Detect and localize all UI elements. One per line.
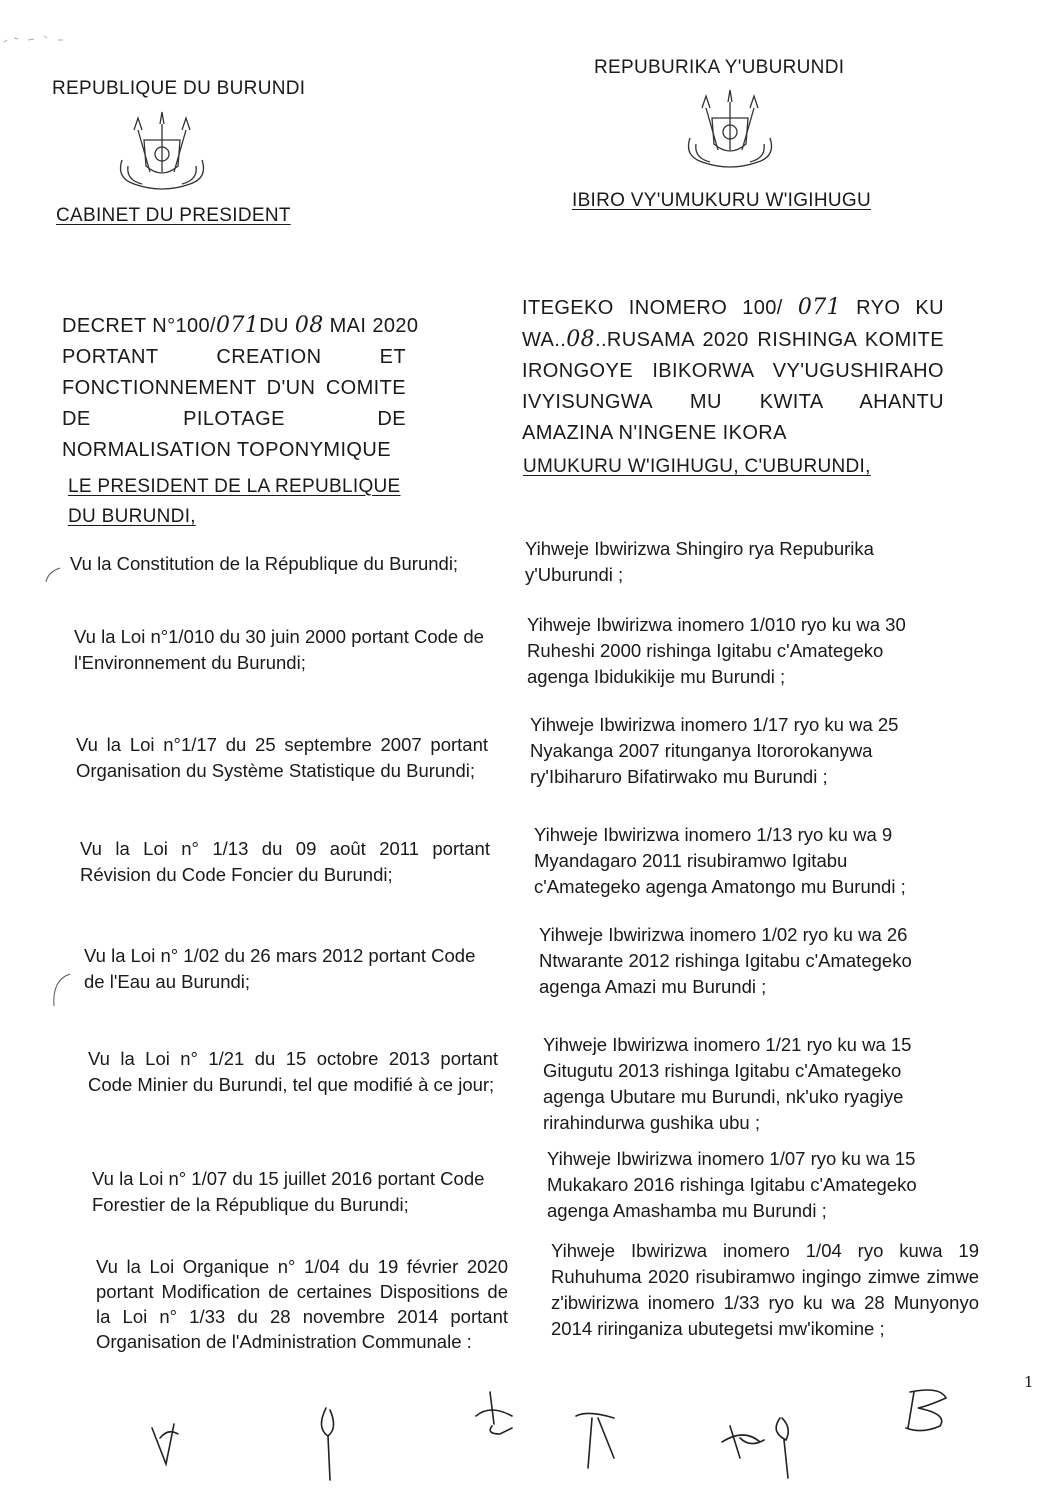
title-rn-prefix: ITEGEKO INOMERO 100/ (522, 297, 798, 319)
title-rn-subject: ..RUSAMA 2020 RISHINGA KOMITE IRONGOYE IBIKORWA VY'UGUSHIRAHO IVYISUNGWA MU KWITA AHANTU AMAZINA N'INGENE IKORA (522, 329, 944, 444)
clause-fr-8: Vu la Loi Organique n° 1/04 du 19 février 2020 portant Modification de certaines Dispositions de la Loi n° 1/33 du 28 novembre 2014 portant Organisation de l'Administration Communale : (96, 1256, 508, 1352)
title-rn-handwritten-day: 08 (566, 327, 595, 352)
authority-rn: UMUKURU W'IGIHUGU, C'UBURUNDI, (523, 456, 871, 477)
clause-fr-3: Vu la Loi n°1/17 du 25 septembre 2007 portant Organisation du Système Statistique du Burundi; (76, 734, 488, 781)
title-fr-handwritten-day: 08 (294, 313, 324, 338)
clause-fr-2: Vu la Loi n°1/010 du 30 juin 2000 portant Code de l'Environnement du Burundi; (74, 626, 484, 673)
title-rn-handwritten-number: 071 (797, 295, 842, 320)
title-rn-wa: WA.. (522, 329, 567, 351)
header-left-office: CABINET DU PRESIDENT (56, 205, 291, 226)
header-right-country: REPUBURIKA Y'UBURUNDI (594, 57, 845, 78)
title-rn (522, 292, 944, 449)
left-coat-of-arms-seal (112, 110, 212, 200)
title-rn-line1 (522, 292, 944, 324)
clause-fr-7: Vu la Loi n° 1/07 du 15 juillet 2016 portant Code Forestier de la République du Burundi; (92, 1168, 485, 1215)
clause-fr-1: Vu la Constitution de la République du Burundi; (70, 553, 459, 574)
title-fr-line1 (62, 310, 419, 342)
authority-fr: LE PRESIDENT DE LA REPUBLIQUE DU BURUNDI, (68, 476, 401, 527)
clause-fr-5: Vu la Loi n° 1/02 du 26 mars 2012 portant Code de l'Eau au Burundi; (84, 945, 476, 992)
title-fr-month-year: MAI 2020 (323, 315, 419, 337)
header-right-office: IBIRO VY'UMUKURU W'IGIHUGU (572, 190, 872, 211)
margin-bracket-mark (44, 566, 64, 586)
clause-rn-7: Yihweje Ibwirizwa inomero 1/07 ryo ku wa 15 Mukakaro 2016 rishinga Igitabu c'Amategeko agenga Amashamba mu Burundi ; (547, 1148, 917, 1221)
margin-bracket-mark-2 (50, 972, 74, 1008)
initials-signatures (140, 1388, 980, 1488)
title-fr-subject: PORTANT CREATION ET FONCTIONNEMENT D'UN COMITE DE PILOTAGE DE NORMALISATION TOPONYMIQUE (62, 346, 406, 461)
title-fr (62, 310, 419, 466)
right-coat-of-arms-seal (680, 88, 780, 178)
clause-rn-2: Yihweje Ibwirizwa inomero 1/010 ryo ku wa 30 Ruheshi 2000 rishinga Igitabu c'Amategeko agenga Ibidukikije mu Burundi ; (527, 614, 906, 687)
clause-rn-8: Yihweje Ibwirizwa inomero 1/04 ryo kuwa 19 Ruhuhuma 2020 risubiramwo ingingo zimwe zimwe z'ibwirizwa inomero 1/33 ryo ku wa 28 Munyonyo 2014 riringaniza ubutegetsi mw'ikomine ; (551, 1240, 979, 1339)
clause-rn-6: Yihweje Ibwirizwa inomero 1/21 ryo ku wa 15 Gitugutu 2013 rishinga Igitabu c'Amategeko agenga Ubutare mu Burundi, nk'uko ryagiye rirahindurwa gushika ubu ; (543, 1034, 912, 1133)
clause-fr-4: Vu la Loi n° 1/13 du 09 août 2011 portant Révision du Code Foncier du Burundi; (80, 838, 490, 885)
title-fr-handwritten-number: 071 (216, 313, 260, 338)
title-rn-ryo-ku: RYO KU (841, 297, 944, 319)
clause-rn-3: Yihweje Ibwirizwa inomero 1/17 ryo ku wa 25 Nyakanga 2007 ritunganya Itororokanywa ry'Ibiharuro Bifatirwako mu Burundi ; (530, 714, 899, 787)
clause-rn-4: Yihweje Ibwirizwa inomero 1/13 ryo ku wa 9 Myandagaro 2011 risubiramwo Igitabu c'Amategeko agenga Amatongo mu Burundi ; (534, 824, 906, 897)
header-left-country: REPUBLIQUE DU BURUNDI (52, 78, 306, 99)
clause-rn-5: Yihweje Ibwirizwa inomero 1/02 ryo ku wa 26 Ntwarante 2012 rishinga Igitabu c'Amategeko agenga Amazi mu Burundi ; (539, 924, 912, 997)
title-fr-prefix: DECRET N°100/ (62, 315, 216, 337)
title-rn-rest (522, 324, 944, 449)
scan-speck-mark (0, 30, 80, 50)
clause-rn-1: Yihweje Ibwirizwa Shingiro rya Repuburika y'Uburundi ; (525, 538, 874, 585)
clause-fr-6: Vu la Loi n° 1/21 du 15 octobre 2013 portant Code Minier du Burundi, tel que modifié à ce jour; (88, 1048, 498, 1095)
page-number: 1 (1024, 1373, 1034, 1391)
title-fr-du: DU (259, 315, 295, 337)
